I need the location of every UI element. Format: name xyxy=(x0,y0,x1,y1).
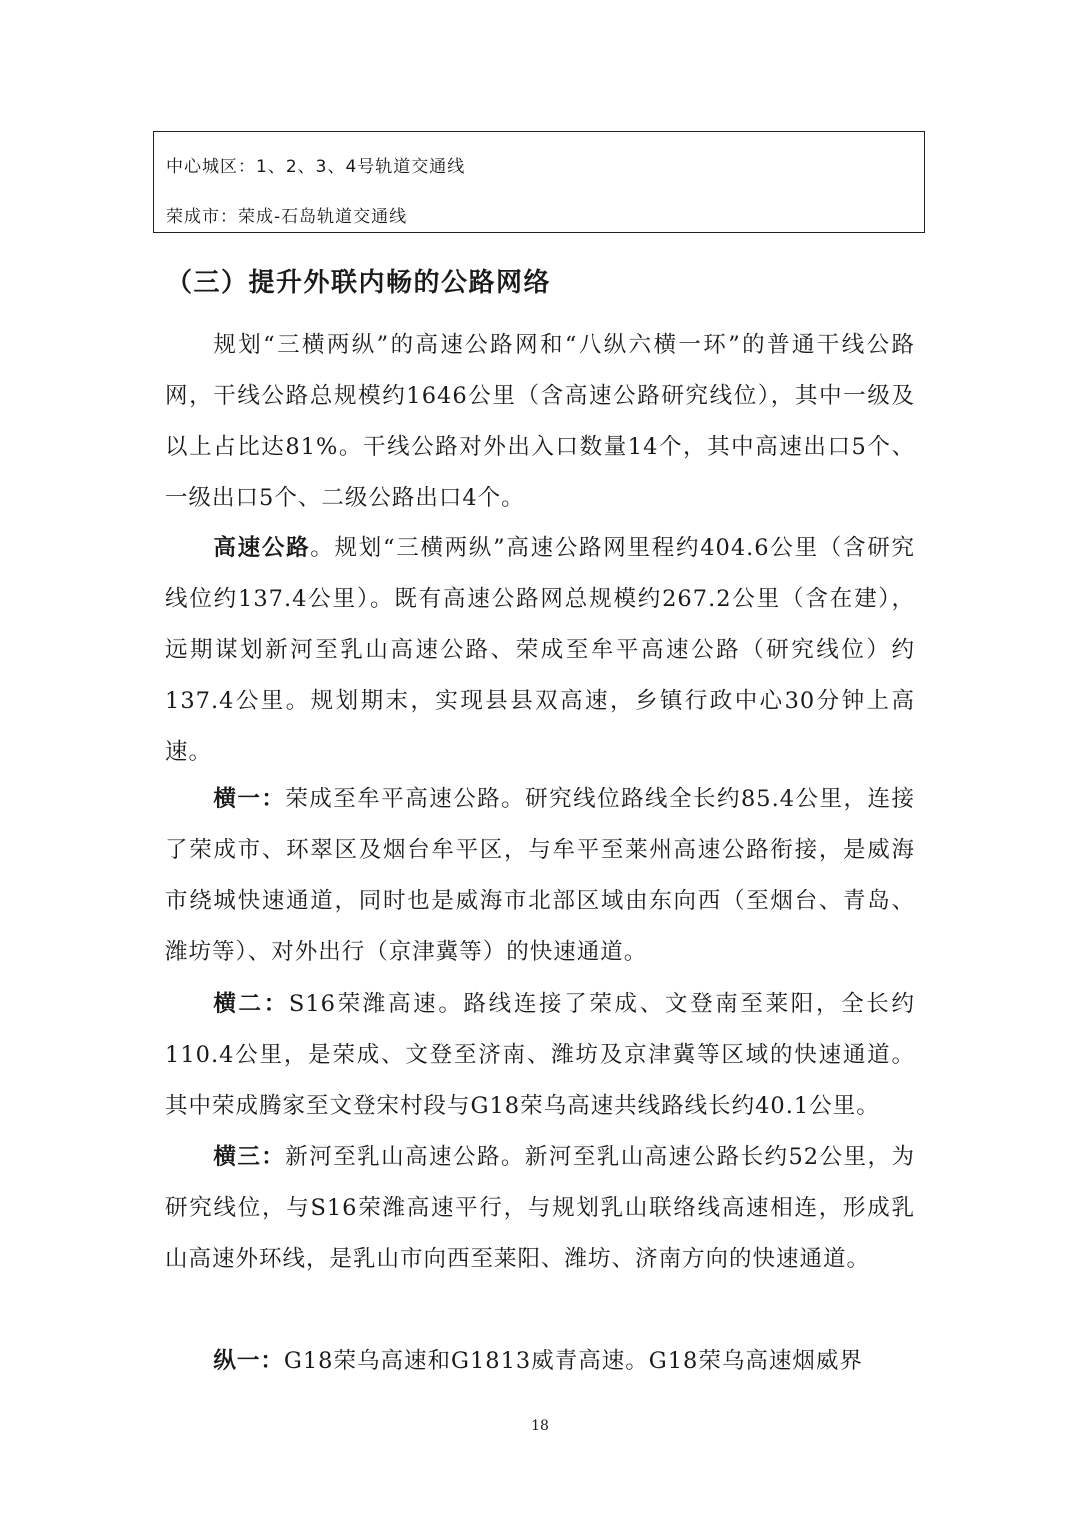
paragraph-lead: 横二： xyxy=(213,991,289,1017)
paragraph-expressway xyxy=(165,523,915,778)
paragraph-lead: 横一： xyxy=(213,786,286,812)
paragraph-lead: 横三： xyxy=(213,1144,286,1170)
paragraph-text: S16荣潍高速。路线连接了荣成、文登南至莱阳，全长约110.4公里，是荣成、文登至济南、潍坊及京津冀等区域的快速通道。其中荣成腾家至文登宋村段与G18荣乌高速共线路线长约40.1公里。 xyxy=(165,991,915,1119)
section-heading: （三）提升外联内畅的公路网络 xyxy=(166,268,552,298)
paragraph-text: 荣成至牟平高速公路。研究线位路线全长约85.4公里，连接了荣成市、环翠区及烟台牟平区，与牟平至莱州高速公路衔接，是威海市绕城快速通道，同时也是威海市北部区域由东向西（至烟台、青岛、潍坊等）、对外出行（京津冀等）的快速通道。 xyxy=(165,786,915,965)
paragraph-text: G18荣乌高速和G1813威青高速。G18荣乌高速烟威界 xyxy=(283,1348,863,1374)
table-row-central-city: 中心城区：1、2、3、4号轨道交通线 xyxy=(166,157,466,177)
paragraph-horizontal-one xyxy=(165,774,915,978)
paragraph-text: 新河至乳山高速公路。新河至乳山高速公路长约52公里，为研究线位，与S16荣潍高速平行，与规划乳山联络线高速相连，形成乳山高速外环线，是乳山市向西至莱阳、潍坊、济南方向的快速通道。 xyxy=(165,1144,915,1272)
paragraph-text: 规划“三横两纵”的高速公路网和“八纵六横一环”的普通干线公路网，干线公路总规模约1646公里（含高速公路研究线位），其中一级及以上占比达81%。干线公路对外出入口数量14个，其中高速出口5个、一级出口5个、二级公路出口4个。 xyxy=(165,332,915,511)
table-row-rongcheng: 荣成市：荣成-石岛轨道交通线 xyxy=(166,207,408,227)
paragraph-overview xyxy=(165,320,915,524)
paragraph-lead: 纵一： xyxy=(213,1348,284,1374)
rail-transit-table xyxy=(153,131,925,233)
paragraph-vertical-one xyxy=(165,1336,915,1387)
paragraph-horizontal-three xyxy=(165,1132,915,1285)
paragraph-text: 。规划“三横两纵”高速公路网里程约404.6公里（含研究线位约137.4公里）。既有高速公路网总规模约267.2公里（含在建），远期谋划新河至乳山高速公路、荣成至牟平高速公路（研究线位）约137.4公里。规划期末，实现县县双高速，乡镇行政中心30分钟上高速。 xyxy=(165,535,915,765)
paragraph-horizontal-two xyxy=(165,979,915,1132)
paragraph-lead: 高速公路 xyxy=(213,535,311,561)
page-number: 18 xyxy=(531,1418,549,1434)
